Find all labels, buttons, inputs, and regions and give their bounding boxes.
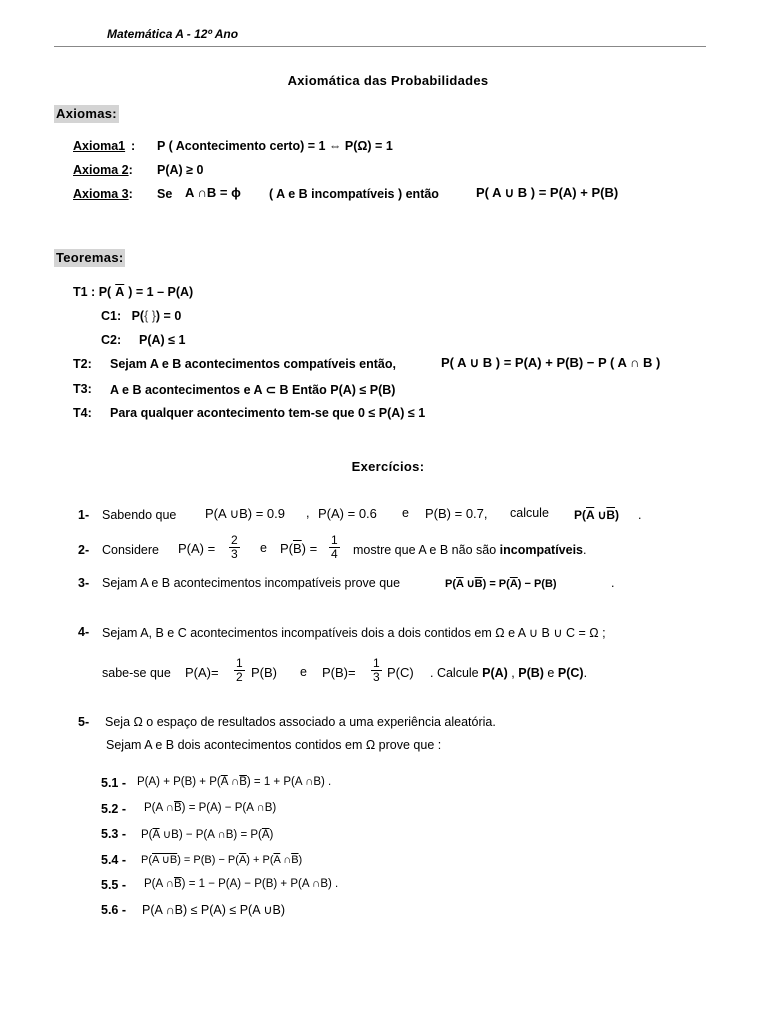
ex1-pa: P(A) = 0.6 (318, 506, 377, 521)
ex3-f-a: $\overline{A}$ (456, 578, 464, 590)
ex4-frac2-den: 3 (373, 670, 380, 684)
ex5-4-b2: $\overline{A}$ (238, 854, 247, 866)
ex5-6-formula: P(A ∩B) ≤ P(A) ≤ P(A ∪B) (142, 903, 285, 917)
c1-label: C1: (101, 309, 122, 323)
t1-pre: P( (98, 285, 112, 299)
ex5-sub-4 (101, 853, 303, 867)
ex1-intro: Sabendo que (102, 508, 177, 522)
ex4-frac1-num: 1 (236, 656, 243, 670)
ex5-4-d: ) + P( (246, 854, 274, 866)
ex5-sub-2 (101, 802, 277, 816)
c1-pre: P( (131, 309, 145, 323)
ex5-3-a: P( (141, 829, 153, 841)
axioma-3 (73, 185, 619, 201)
ex2-frac2-den: 4 (331, 547, 338, 561)
ex1-dot: . (638, 508, 642, 522)
ex2-number: 2- (78, 543, 90, 557)
ex2-pb (280, 541, 317, 556)
exercicio-4-line2 (102, 656, 662, 690)
ex2-text: mostre que A e B não são (353, 543, 497, 557)
ex5-1-c: ∩ (227, 776, 240, 788)
t3-text: A e B acontecimentos e A ⊂ B Então P(A) ≤ P(B) (110, 383, 396, 397)
ex5-3-b1: $\overline{A}$ (152, 829, 160, 841)
ex4-pa: P(A)= (185, 665, 219, 680)
ex5-1-number: 5.1 - (101, 776, 127, 790)
ex1-target-a: $\overline{A}$ (586, 508, 595, 522)
ex5-2-c: ) = P(A) − P(A ∩B) (181, 802, 277, 814)
axioma-3-colon: : (128, 187, 133, 201)
t3-label: T3: (73, 382, 92, 396)
ex3-f-a2: $\overline{A}$ (509, 578, 518, 590)
ex4-pb: P(B)= (322, 665, 356, 680)
axiomas-heading: Axiomas: (56, 106, 117, 121)
ex2-dot: . (583, 543, 587, 557)
axioma-2-label: Axioma 2 (73, 163, 129, 177)
teorema-3 (73, 382, 396, 397)
ex2-pb-complement: $\overline{B}$ (293, 541, 302, 556)
ex1-target-post: ) (615, 508, 620, 522)
ex5-line1: Seja Ω o espaço de resultados associado a uma experiência aleatória. (105, 715, 496, 729)
t4-text: Para qualquer acontecimento tem-se que 0 ≤ P(A) ≤ 1 (110, 406, 426, 420)
ex2-fraction-2-3 (229, 534, 240, 561)
ex2-e: e (260, 541, 267, 555)
exercicio-5 (78, 715, 496, 729)
corolario-1 (101, 309, 181, 323)
ex2-pb-post: ) = (301, 541, 318, 556)
ex5-sub-6 (101, 903, 285, 917)
ex5-line2: Sejam A e B dois acontecimentos contidos em Ω prove que : (106, 738, 442, 752)
ex5-6-number: 5.6 - (101, 903, 127, 917)
ex4-e: e (300, 665, 307, 679)
ex5-sub-1 (101, 776, 332, 790)
c2-text: P(A) ≤ 1 (139, 333, 186, 347)
ex1-target (574, 508, 619, 522)
ex4-sabe: sabe-se que (102, 666, 171, 680)
ex4-r2: P(B) (518, 666, 544, 680)
ex5-4-b3: $\overline{A}$ (273, 854, 281, 866)
t2-text: Sejam A e B acontecimentos compatíveis então, (110, 357, 396, 371)
ex4-calc-text: . Calcule (430, 666, 479, 680)
axioma-3-condition: A ∩B = ϕ (185, 185, 241, 200)
ex2-frac1-den: 3 (231, 547, 238, 561)
ex2-frac2-num: 1 (331, 533, 338, 547)
ex5-5-b1: $\overline{B}$ (174, 878, 182, 890)
c1-empty-set: { } (144, 309, 156, 323)
axioma-3-se: Se (157, 187, 173, 201)
ex5-2-b1: $\overline{B}$ (174, 802, 182, 814)
ex2-bold: incompatíveis (499, 543, 584, 557)
ex3-f-post: ) − P(B) (517, 578, 557, 590)
ex3-number: 3- (78, 576, 90, 590)
t1-label: T1 : (73, 285, 96, 299)
axioma-3-label: Axioma 3 (73, 187, 129, 201)
ex5-5-c: ) = 1 − P(A) − P(B) + P(A ∩B) . (181, 878, 339, 890)
ex5-4-f: ) (298, 854, 303, 866)
ex1-number: 1- (78, 508, 90, 522)
ex5-2-number: 5.2 - (101, 802, 127, 816)
ex1-target-union: ∪ (594, 508, 607, 522)
ex5-2-a: P(A ∩ (144, 802, 174, 814)
ex5-1-d: ) = 1 + P(A ∩B) . (246, 776, 332, 788)
ex5-5-formula (144, 878, 338, 890)
c2-label: C2: (101, 333, 122, 347)
ex4-pc: P(C) (387, 665, 414, 680)
ex3-dot: . (611, 576, 615, 590)
ex5-number: 5- (78, 715, 90, 729)
teorema-2 (73, 355, 661, 371)
exercicio-1: 1- Sabendo que P(A ∪B) = 0.9 , P(A) = 0.6 e P(B) = 0.7, calcule $P(\overline{A}$ $\cup\overline{B}$) . (78, 506, 642, 522)
exercicios-heading: Exercícios: (351, 459, 425, 474)
ex1-target-b: $\overline{B}$ (606, 508, 616, 522)
corolario-2 (101, 333, 186, 347)
ex5-1-a: P(A) + P(B) + P( (137, 776, 221, 788)
ex5-3-d: ) (269, 829, 274, 841)
ex3-text: Sejam A e B acontecimentos incompatíveis prove que (102, 576, 401, 590)
ex5-4-number: 5.4 - (101, 853, 127, 867)
ex4-r3: P(C) (557, 666, 584, 680)
ex5-5-a: P(A ∩ (144, 878, 174, 890)
c1-post: ) = 0 (155, 309, 182, 323)
ex1-calcule: calcule (510, 506, 549, 520)
ex4-fraction-1-2 (234, 657, 245, 684)
ex5-3-c: ∪B) − P(A ∩B) = P( (159, 829, 262, 841)
teoremas-heading: Teoremas: (56, 250, 124, 265)
t2-formula: P( A ∪ B ) = P(A) + P(B) − P ( A ∩ B ) (441, 355, 661, 370)
page-title: Axiomática das Probabilidades (287, 73, 489, 88)
ex2-fraction-1-4 (329, 534, 340, 561)
teorema-4 (73, 406, 426, 420)
ex5-1-b2: $\overline{B}$ (239, 776, 247, 788)
t1-complement: $\overline{A}$ (115, 285, 125, 299)
ex3-f-b: $\overline{B}$ (474, 578, 483, 590)
axioma-2-colon: : (128, 163, 133, 177)
axioma-3-formula: P( A ∪ B ) = P(A) + P(B) (476, 185, 619, 200)
ex5-2-formula (144, 802, 276, 814)
ex4-dot: . (583, 666, 588, 680)
ex1-target-pre: P( (574, 508, 586, 522)
ex5-4-formula (141, 853, 302, 866)
ex3-f-pre: P( (445, 578, 456, 590)
ex3-f-eq: ) = P( (482, 578, 510, 590)
ex4-frac2-num: 1 (373, 656, 380, 670)
ex4-number: 4- (78, 625, 90, 639)
exercicio-4 (78, 625, 606, 640)
ex4-sep2: e (543, 666, 558, 680)
ex5-4-b4: $\overline{B}$ (291, 854, 299, 866)
ex5-4-b1: A ∪B (152, 854, 178, 866)
axioma-2 (73, 163, 204, 177)
ex1-e: e (402, 506, 409, 520)
ex5-3-b2: $\overline{A}$ (261, 829, 270, 841)
t2-label: T2: (73, 357, 92, 371)
ex4-line1: Sejam A, B e C acontecimentos incompatíveis dois a dois contidos em Ω e A ∪ B ∪ C = Ω ; (102, 626, 606, 640)
exercicio-3 (78, 576, 615, 590)
t4-label: T4: (73, 406, 92, 420)
ex5-1-b1: $\overline{A}$ (220, 776, 228, 788)
ex5-5-number: 5.5 - (101, 878, 127, 892)
ex4-calcule (430, 666, 587, 680)
ex2-statement (353, 543, 587, 557)
ex4-frac1-den: 2 (236, 670, 243, 684)
ex5-3-formula (141, 827, 273, 841)
ex2-pa: P(A) = (178, 541, 216, 556)
axioma-2-text: P(A) ≥ 0 (157, 163, 204, 177)
ex5-sub-3 (101, 827, 274, 841)
ex3-formula (445, 577, 557, 590)
ex4-r1: P(A) (482, 666, 508, 680)
axioma-1-text: P ( Acontecimento certo) = 1 ⇔ P(Ω) = 1 (157, 139, 393, 153)
ex1-pb: P(B) = 0.7, (425, 506, 488, 521)
t1-post: ) = 1 – P(A) (128, 285, 194, 299)
ex4-sep1: , (507, 666, 519, 680)
header-rule (54, 46, 706, 47)
ex5-4-e: ∩ (280, 854, 292, 866)
teorema-1 (73, 285, 193, 299)
ex4-fraction-1-3 (371, 657, 382, 684)
ex5-3-number: 5.3 - (101, 827, 127, 841)
axioma-3-middle: ( A e B incompatíveis ) então (269, 187, 439, 201)
ex3-f-union: ∪ (463, 578, 475, 590)
ex5-4-a: P( (141, 854, 152, 866)
ex5-sub-5 (101, 878, 339, 892)
ex5-4-c: ) = P(B) − P( (177, 854, 239, 866)
axioma-1-colon: : (131, 139, 136, 153)
ex5-1-formula (137, 776, 331, 788)
ex2-intro: Considere (102, 543, 159, 557)
ex2-pb-pre: P( (280, 541, 293, 556)
ex2-frac1-num: 2 (231, 533, 238, 547)
ex1-p-union: P(A ∪B) = 0.9 (205, 506, 285, 521)
document-header: Matemática A - 12º Ano (107, 27, 239, 41)
ex4-pb-right: P(B) (251, 665, 277, 680)
